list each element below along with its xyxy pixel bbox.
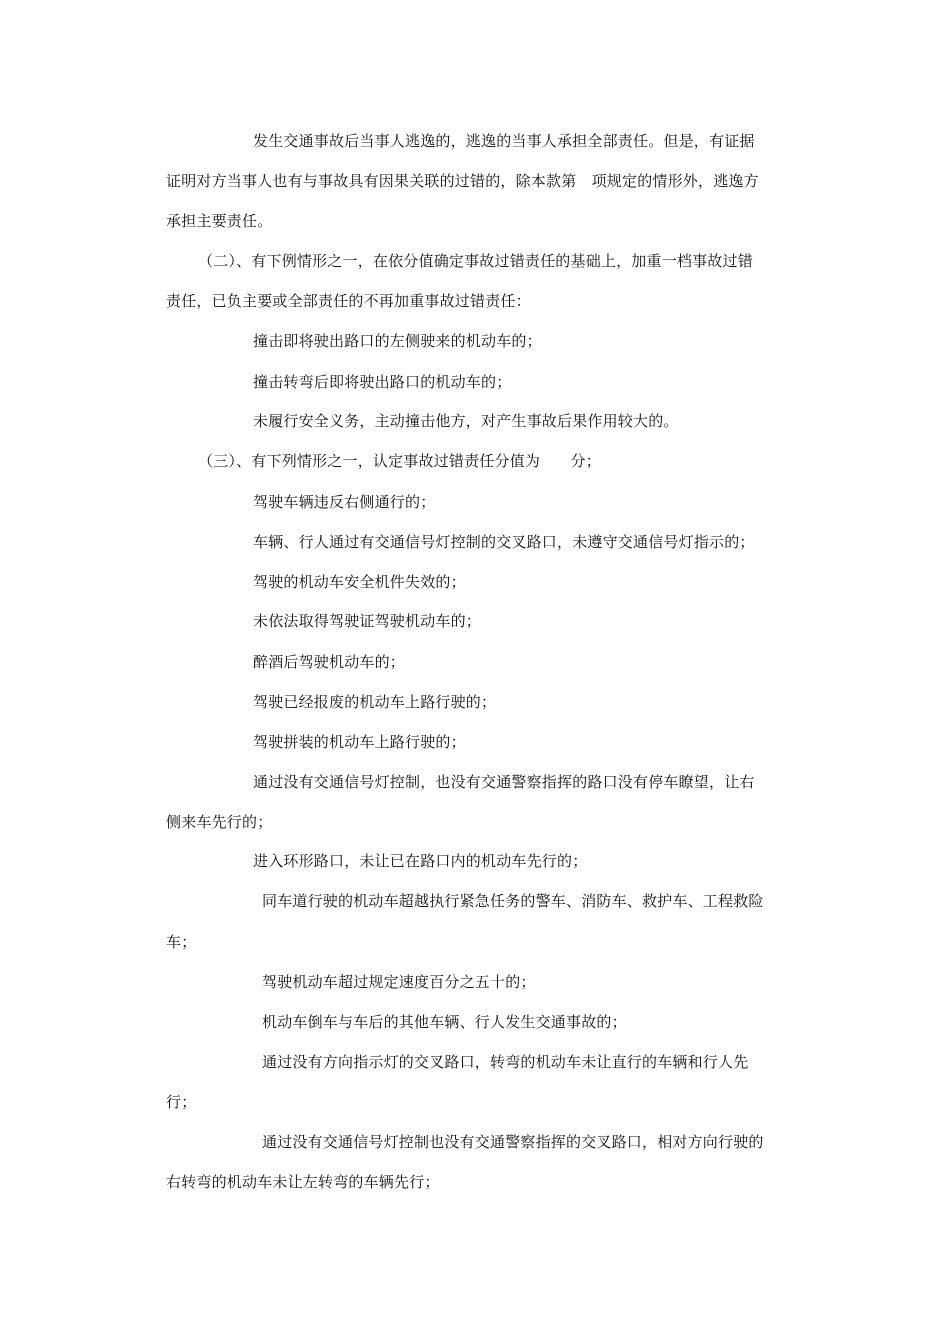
- paragraph-line: 证明对方当事人也有与事故具有因果关联的过错的，除本款第 项规定的情形外，逃逸方: [166, 172, 759, 190]
- list-item: 醉酒后驾驶机动车的；: [253, 653, 406, 671]
- list-item: 机动车倒车与车后的其他车辆、行人发生交通事故的；: [262, 1013, 627, 1031]
- list-item-continuation: 右转弯的机动车未让左转弯的车辆先行；: [166, 1173, 440, 1191]
- list-item: 通过没有交通信号灯控制，也没有交通警察指挥的路口没有停车瞭望，让右: [253, 773, 755, 791]
- section-heading: （三）、有下列情形之一，认定事故过错责任分值为 分；: [198, 452, 601, 470]
- list-item: 通过没有交通信号灯控制也没有交通警察指挥的交叉路口，相对方向行驶的: [262, 1133, 764, 1151]
- list-item-continuation: 行；: [166, 1093, 197, 1111]
- list-item-continuation: 侧来车先行的；: [166, 813, 273, 831]
- list-item-continuation: 车；: [166, 933, 197, 951]
- list-item: 驾驶车辆违反右侧通行的；: [253, 493, 436, 511]
- list-item: 未依法取得驾驶证驾驶机动车的；: [253, 612, 482, 630]
- list-item: 驾驶已经报废的机动车上路行驶的；: [253, 693, 497, 711]
- list-item: 通过没有方向指示灯的交叉路口，转弯的机动车未让直行的车辆和行人先: [262, 1053, 749, 1071]
- list-item: 进入环形路口，未让已在路口内的机动车先行的；: [253, 852, 588, 870]
- list-item: 车辆、行人通过有交通信号灯控制的交叉路口，未遵守交通信号灯指示的；: [253, 533, 755, 551]
- paragraph-line: （二）、有下例情形之一，在依分值确定事故过错责任的基础上，加重一档事故过错: [198, 252, 753, 270]
- list-item: 驾驶机动车超过规定速度百分之五十的；: [262, 973, 536, 991]
- paragraph-line: 发生交通事故后当事人逃逸的，逃逸的当事人承担全部责任。但是，有证据: [253, 132, 755, 150]
- list-item: 驾驶的机动车安全机件失效的；: [253, 573, 466, 591]
- paragraph-line: 责任，已负主要或全部责任的不再加重事故过错责任：: [166, 292, 531, 310]
- list-item: 驾驶拼装的机动车上路行驶的；: [253, 733, 466, 751]
- list-item: 同车道行驶的机动车超越执行紧急任务的警车、消防车、救护车、工程救险: [262, 892, 764, 910]
- paragraph-line: 承担主要责任。: [166, 212, 273, 230]
- list-item: 撞击即将驶出路口的左侧驶来的机动车的；: [253, 332, 542, 350]
- list-item: 未履行安全义务，主动撞击他方，对产生事故后果作用较大的。: [253, 412, 679, 430]
- list-item: 撞击转弯后即将驶出路口的机动车的；: [253, 373, 512, 391]
